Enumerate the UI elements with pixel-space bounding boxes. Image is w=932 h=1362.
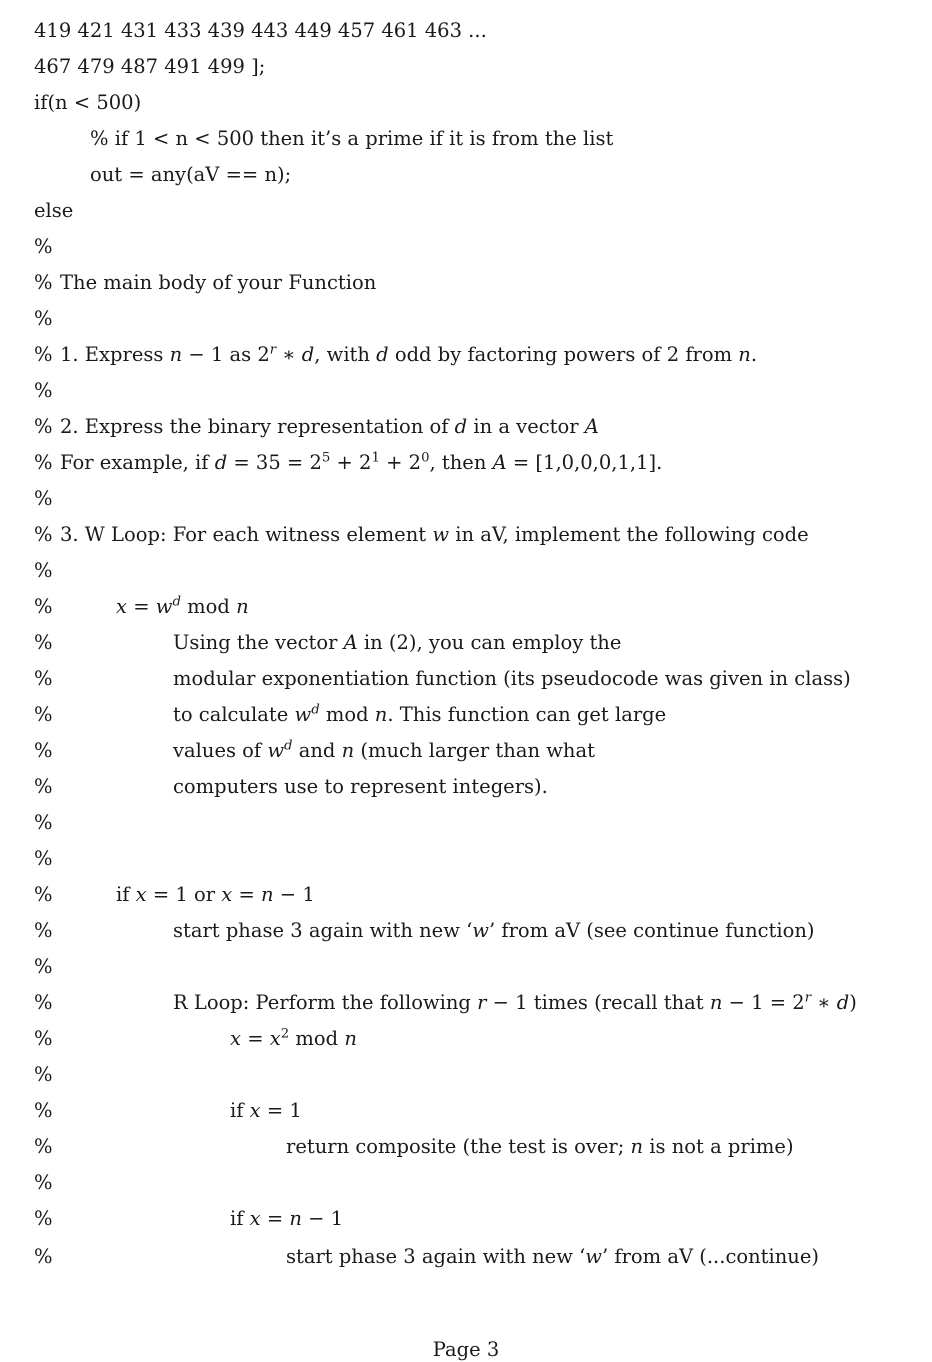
step-2-text: 2. Express the binary representation of d in a vector A: [60, 415, 599, 438]
condition-text: if x = n − 1: [230, 1207, 344, 1230]
formula-x-wd: $x = w^d$ mod n: [116, 594, 249, 618]
action-text: return composite (the test is over; n is not a prime): [286, 1135, 794, 1158]
explanation-text: to calculate $w^d$ mod n. This function can get large: [173, 702, 667, 726]
page-number: Page 3: [432, 1338, 500, 1361]
condition-text: if x = 1 or x = n − 1: [116, 883, 315, 906]
explanation-text: values of $w^d$ and n (much larger than what: [173, 738, 595, 762]
step-3-text: 3. W Loop: For each witness element w in aV, implement the following code: [60, 523, 809, 546]
condition-text: if x = 1: [230, 1099, 302, 1122]
example-text: For example, if $d = 35 = 2^5 + 2^1 + 2^0$, then A = [1,0,0,0,1,1].: [60, 450, 663, 474]
step-1-text: 1. Express n − 1 as 2$^r$ ∗ d, with d odd by factoring powers of 2 from n.: [60, 342, 758, 366]
action-text: start phase 3 again with new ‘w’ from aV (...continue): [286, 1245, 820, 1268]
explanation-text: Using the vector A in (2), you can employ the: [173, 631, 622, 654]
action-text: start phase 3 again with new ‘w’ from aV (see continue function): [173, 919, 815, 942]
r-loop-text: R Loop: Perform the following r − 1 times (recall that $n - 1 = 2^r$ ∗ d): [173, 990, 857, 1014]
formula-x-squared: $x = x^2$ mod n: [230, 1026, 357, 1050]
